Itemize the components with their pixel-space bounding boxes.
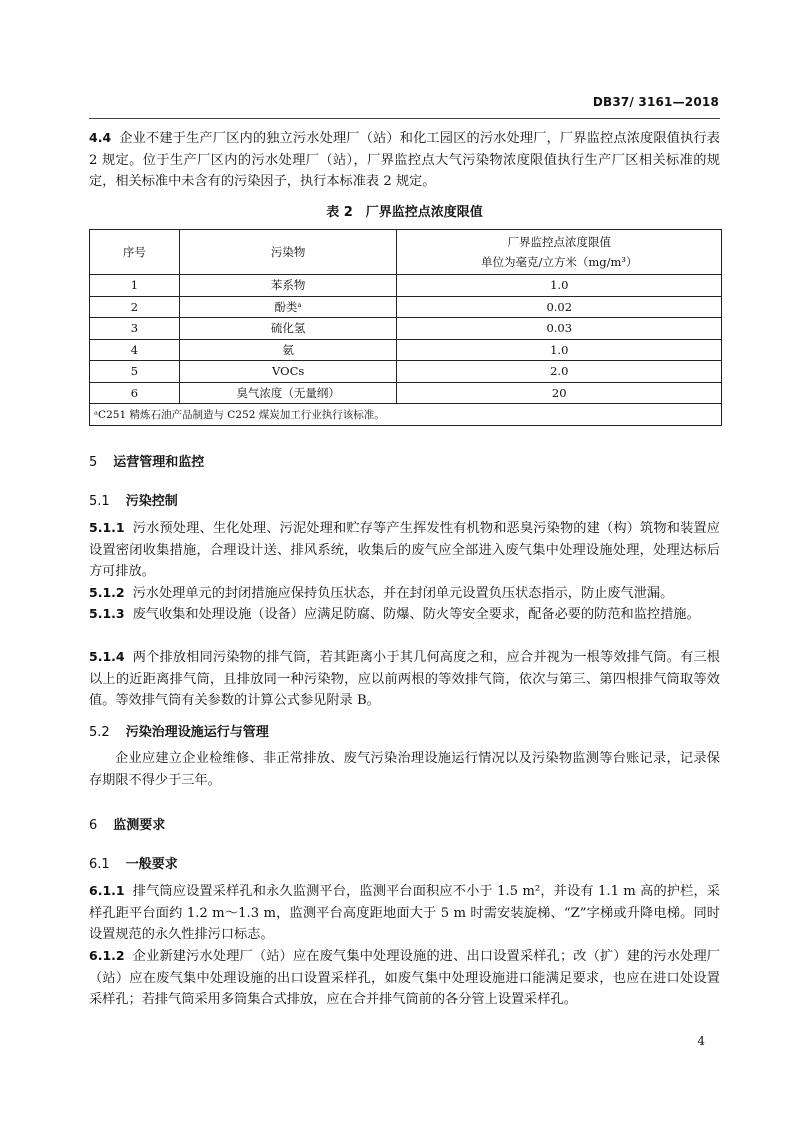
- row-pollutant: 氨: [179, 339, 397, 361]
- section-title: 一般要求: [125, 857, 178, 872]
- table-row: [90, 296, 722, 318]
- clause-5-1-2: [89, 582, 720, 605]
- clause-5-1-3: [89, 603, 720, 626]
- table-note: ᵃC251 精炼石油产品制造与 C252 煤炭加工行业执行该标准。: [90, 404, 722, 426]
- table-row: [90, 318, 722, 340]
- row-limit: 2.0: [397, 361, 722, 383]
- row-limit: 0.02: [397, 296, 722, 318]
- clause-6-1-2: [89, 945, 720, 1011]
- clause-text: 企业新建污水处理厂（站）应在废气集中处理设施的进、出口设置采样孔；改（扩）建的污水处理厂（站）应在废气集中处理设施的出口设置采样孔，如废气集中处理设施进口能满足要求，也应在进口处设置采样孔；若排气筒采用多筒集合式排放，应在合并排气筒前的各分管上设置采样孔。: [89, 949, 720, 1007]
- table-row: [90, 275, 722, 297]
- row-pollutant: 臭气浓度（无量纲）: [179, 382, 397, 404]
- section-6-heading: [89, 814, 165, 833]
- section-number: 6.1: [89, 857, 110, 872]
- section-6-1-heading: [89, 853, 178, 872]
- row-no: 4: [90, 339, 180, 361]
- row-limit: 20: [397, 382, 722, 404]
- row-pollutant: 苯系物: [179, 275, 397, 297]
- clause-5-1-4: [89, 646, 720, 712]
- section-5-1-heading: [89, 490, 178, 509]
- clause-number: 5.1.1: [89, 520, 125, 535]
- table-title: 表 2 厂界监控点浓度限值: [326, 205, 483, 220]
- row-limit: 1.0: [397, 339, 722, 361]
- clause-6-1-1: [89, 880, 720, 946]
- row-pollutant: VOCs: [179, 361, 397, 383]
- header-limit-line1: 厂界监控点浓度限值: [507, 235, 611, 249]
- row-no: 5: [90, 361, 180, 383]
- table-row: [90, 382, 722, 404]
- clause-number: 4.4: [89, 130, 112, 145]
- row-no: 1: [90, 275, 180, 297]
- row-limit: 0.03: [397, 318, 722, 340]
- header-no: 序号: [90, 230, 180, 275]
- table-note-row: [90, 404, 722, 426]
- section-title: 污染治理设施运行与管理: [125, 725, 269, 740]
- clause-number: 5.1.3: [89, 606, 125, 621]
- row-no: 2: [90, 296, 180, 318]
- section-number: 5.1: [89, 494, 110, 509]
- table-row: [90, 361, 722, 383]
- section-number: 6: [89, 818, 98, 833]
- section-5-2-heading: [89, 721, 269, 740]
- clause-text: 排气筒应设置采样孔和永久监测平台，监测平台面积应不小于 1.5 m²，并设有 1.1 m 高的护栏，采样孔距平台面约 1.2 m～1.3 m，监测平台高度距地面大于 5 m 时需安装旋梯、“Z”字梯或升降电梯。同时设置规范的永久性排污口标志。: [89, 884, 720, 942]
- section-number: 5.2: [89, 725, 110, 740]
- clause-number: 5.1.4: [89, 649, 125, 664]
- table-row: [90, 339, 722, 361]
- row-pollutant: 酚类ᵃ: [179, 296, 397, 318]
- section-5-heading: [89, 451, 204, 470]
- standard-code: DB37/ 3161—2018: [592, 95, 719, 109]
- clause-number: 5.1.2: [89, 585, 125, 600]
- header-pollutant: 污染物: [179, 230, 397, 275]
- page-number: 4: [697, 1034, 705, 1048]
- header-rule: [89, 118, 720, 119]
- row-pollutant: 硫化氢: [179, 318, 397, 340]
- section-title: 监测要求: [113, 818, 166, 833]
- clause-text: 污水处理单元的封闭措施应保持负压状态，并在封闭单元设置负压状态指示，防止废气泄漏。: [132, 586, 674, 601]
- clause-text: 企业不建于生产厂区内的独立污水处理厂（站）和化工园区的污水处理厂，厂界监控点浓度限值执行表 2 规定。位于生产厂区内的污水处理厂（站），厂界监控点大气污染物浓度限值执行生产厂区相关标准的规定，相关标准中未含有的污染因子，执行本标准表 2 规定。: [89, 131, 720, 189]
- row-limit: 1.0: [397, 275, 722, 297]
- header-limit-line2: 单位为毫克/立方米（mg/m³）: [480, 255, 638, 269]
- clause-text: 污水预处理、生化处理、污泥处理和贮存等产生挥发性有机物和恶臭污染物的建（构）筑物和装置应设置密闭收集措施，合理设计送、排风系统，收集后的废气应全部进入废气集中处理设施处理，处理达标后方可排放。: [89, 521, 720, 579]
- clause-text: 废气收集和处理设施（设备）应满足防腐、防爆、防火等安全要求，配备必要的防范和监控措施。: [132, 607, 700, 622]
- section-number: 5: [89, 455, 98, 470]
- table-header-row: [90, 230, 722, 275]
- section-title: 污染控制: [125, 494, 178, 509]
- row-no: 6: [90, 382, 180, 404]
- header-limit: [397, 230, 722, 275]
- clause-number: 6.1.2: [89, 948, 125, 963]
- section-5-2-text: 企业应建立企业检维修、非正常排放、废气污染治理设施运行情况以及污染物监测等台账记录，记录保存期限不得少于三年。: [89, 751, 720, 788]
- clause-5-1-1: [89, 517, 720, 583]
- section-title: 运营管理和监控: [113, 455, 205, 470]
- row-no: 3: [90, 318, 180, 340]
- clause-text: 两个排放相同污染物的排气筒，若其距离小于其几何高度之和，应合并视为一根等效排气筒。有三根以上的近距离排气筒，且排放同一种污染物，应以前两根的等效排气筒，依次与第三、第四根排气筒取等效值。等效排气筒有关参数的计算公式参见附录 B。: [89, 650, 720, 708]
- clause-4-4: [89, 127, 720, 193]
- clause-number: 6.1.1: [89, 883, 125, 898]
- limits-table: [89, 229, 722, 426]
